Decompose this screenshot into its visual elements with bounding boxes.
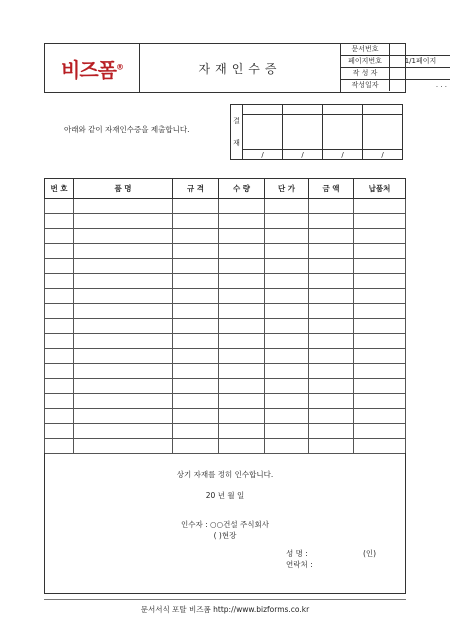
table-cell[interactable] — [45, 334, 74, 349]
table-cell[interactable] — [219, 334, 265, 349]
table-row — [45, 289, 406, 304]
table-cell[interactable] — [354, 214, 406, 229]
table-cell[interactable] — [309, 334, 354, 349]
meta-label: 문서번호 — [341, 44, 390, 56]
table-cell[interactable] — [354, 394, 406, 409]
table-cell[interactable] — [45, 214, 74, 229]
approval-date-cell[interactable]: / — [243, 150, 283, 160]
table-cell[interactable] — [309, 364, 354, 379]
meta-label: 페이지번호 — [341, 56, 390, 68]
receiver-company: 인수자 : ○○건설 주식회사 — [181, 520, 269, 529]
items-table — [44, 178, 406, 454]
logo-cell — [45, 44, 140, 92]
table-cell[interactable] — [173, 244, 219, 259]
table-cell[interactable] — [265, 349, 309, 364]
approval-stamp-cell[interactable] — [283, 115, 323, 150]
table-cell[interactable] — [173, 424, 219, 439]
col-header-spec: 규 격 — [173, 179, 219, 199]
table-cell[interactable] — [219, 214, 265, 229]
table-cell[interactable] — [354, 304, 406, 319]
table-cell[interactable] — [309, 259, 354, 274]
table-cell[interactable] — [219, 274, 265, 289]
seal-mark[interactable]: (인) — [363, 549, 377, 558]
table-cell[interactable] — [265, 214, 309, 229]
table-row — [45, 394, 406, 409]
table-cell[interactable] — [45, 394, 74, 409]
table-cell[interactable] — [265, 394, 309, 409]
table-cell[interactable] — [74, 409, 173, 424]
table-cell[interactable] — [219, 409, 265, 424]
table-cell[interactable] — [309, 199, 354, 214]
table-cell[interactable] — [354, 439, 406, 454]
table-cell[interactable] — [265, 289, 309, 304]
table-cell[interactable] — [219, 199, 265, 214]
table-row — [45, 439, 406, 454]
table-cell[interactable] — [45, 409, 74, 424]
acknowledgment-section — [44, 453, 406, 594]
table-cell[interactable] — [354, 364, 406, 379]
table-cell[interactable] — [309, 349, 354, 364]
table-cell[interactable] — [309, 319, 354, 334]
table-cell[interactable] — [173, 349, 219, 364]
approval-box — [230, 104, 403, 160]
footer-divider — [44, 599, 406, 600]
table-cell[interactable] — [219, 259, 265, 274]
table-cell[interactable] — [265, 304, 309, 319]
table-cell[interactable] — [45, 364, 74, 379]
meta-value[interactable]: 1/1페이지 — [390, 56, 450, 68]
table-row — [45, 259, 406, 274]
table-cell[interactable] — [45, 244, 74, 259]
table-cell[interactable] — [354, 259, 406, 274]
table-cell[interactable] — [309, 244, 354, 259]
table-cell[interactable] — [74, 364, 173, 379]
table-cell[interactable] — [219, 439, 265, 454]
table-cell[interactable] — [219, 289, 265, 304]
footer-text: 문서서식 포탈 비즈폼 http://www.bizforms.co.kr — [140, 605, 310, 614]
table-cell[interactable] — [309, 379, 354, 394]
table-cell[interactable] — [265, 274, 309, 289]
table-cell[interactable] — [219, 244, 265, 259]
table-cell[interactable] — [309, 274, 354, 289]
table-cell[interactable] — [309, 394, 354, 409]
table-cell[interactable] — [45, 319, 74, 334]
table-cell[interactable] — [354, 334, 406, 349]
intro-text: 아래와 같이 자재인수증을 제출합니다. — [64, 125, 190, 134]
table-cell[interactable] — [74, 319, 173, 334]
table-cell[interactable] — [74, 379, 173, 394]
table-cell[interactable] — [74, 214, 173, 229]
table-cell[interactable] — [219, 394, 265, 409]
table-cell[interactable] — [173, 229, 219, 244]
table-cell[interactable] — [74, 349, 173, 364]
col-header-amount: 금 액 — [309, 179, 354, 199]
approval-head-cell — [283, 105, 323, 115]
table-cell[interactable] — [173, 274, 219, 289]
items-header-row — [45, 179, 406, 199]
approval-stamp-cell[interactable] — [363, 115, 403, 150]
table-cell[interactable] — [74, 259, 173, 274]
document-header — [44, 43, 447, 93]
table-cell[interactable] — [173, 214, 219, 229]
table-cell[interactable] — [265, 409, 309, 424]
table-row — [45, 334, 406, 349]
table-row — [45, 274, 406, 289]
table-cell[interactable] — [45, 229, 74, 244]
table-cell[interactable] — [219, 229, 265, 244]
approval-head-cell — [363, 105, 403, 115]
table-row — [45, 349, 406, 364]
table-cell[interactable] — [354, 349, 406, 364]
table-cell[interactable] — [265, 199, 309, 214]
table-cell[interactable] — [74, 289, 173, 304]
table-cell[interactable] — [74, 394, 173, 409]
meta-label: 작 성 자 — [341, 68, 390, 80]
table-cell[interactable] — [173, 409, 219, 424]
table-cell[interactable] — [173, 199, 219, 214]
approval-stamp-cell[interactable] — [243, 115, 283, 150]
meta-value[interactable]: . . . — [435, 81, 447, 89]
table-cell[interactable] — [265, 379, 309, 394]
table-cell[interactable] — [354, 319, 406, 334]
date-line[interactable]: 20 년 월 일 — [205, 491, 245, 500]
table-cell[interactable] — [45, 274, 74, 289]
table-cell[interactable] — [173, 304, 219, 319]
col-header-no: 번 호 — [45, 179, 74, 199]
table-cell[interactable] — [354, 424, 406, 439]
table-cell[interactable] — [74, 304, 173, 319]
table-cell[interactable] — [173, 319, 219, 334]
items-body — [45, 199, 406, 454]
acknowledgment-statement: 상기 자재를 정히 인수합니다. — [176, 470, 274, 479]
table-cell[interactable] — [265, 439, 309, 454]
table-row — [45, 424, 406, 439]
approval-date-cell[interactable]: / — [323, 150, 363, 160]
table-row — [45, 364, 406, 379]
table-cell[interactable] — [219, 349, 265, 364]
table-cell[interactable] — [173, 334, 219, 349]
table-cell[interactable] — [74, 229, 173, 244]
table-cell[interactable] — [219, 304, 265, 319]
table-cell[interactable] — [265, 319, 309, 334]
approval-label: 결 재 — [231, 105, 243, 160]
table-cell[interactable] — [219, 364, 265, 379]
table-cell[interactable] — [309, 304, 354, 319]
table-cell[interactable] — [354, 379, 406, 394]
table-cell[interactable] — [265, 244, 309, 259]
table-cell[interactable] — [74, 244, 173, 259]
table-cell[interactable] — [354, 229, 406, 244]
table-cell[interactable] — [173, 259, 219, 274]
meta-label: 작성일자 — [341, 80, 390, 92]
table-cell[interactable] — [265, 334, 309, 349]
approval-head-cell — [323, 105, 363, 115]
table-cell[interactable] — [173, 439, 219, 454]
table-cell[interactable] — [219, 424, 265, 439]
col-header-unit-price: 단 가 — [265, 179, 309, 199]
table-cell[interactable] — [74, 424, 173, 439]
approval-head-cell — [243, 105, 283, 115]
table-row — [45, 199, 406, 214]
table-row — [45, 214, 406, 229]
table-cell[interactable] — [265, 364, 309, 379]
table-cell[interactable] — [45, 259, 74, 274]
table-cell[interactable] — [354, 274, 406, 289]
approval-date-cell[interactable]: / — [283, 150, 323, 160]
table-row — [45, 409, 406, 424]
table-cell[interactable] — [173, 379, 219, 394]
col-header-item-name: 품 명 — [74, 179, 173, 199]
table-cell[interactable] — [354, 244, 406, 259]
table-cell[interactable] — [173, 289, 219, 304]
table-cell[interactable] — [45, 289, 74, 304]
document-meta-table — [341, 44, 450, 91]
table-cell[interactable] — [74, 439, 173, 454]
table-cell[interactable] — [265, 259, 309, 274]
table-cell[interactable] — [309, 214, 354, 229]
table-row — [45, 304, 406, 319]
table-cell[interactable] — [45, 349, 74, 364]
table-cell[interactable] — [219, 319, 265, 334]
table-cell[interactable] — [354, 289, 406, 304]
table-cell[interactable] — [45, 199, 74, 214]
contact-label: 연락처 : — [286, 560, 313, 569]
sign-label: 성 명 : — [286, 549, 308, 558]
bizforms-logo: 비즈폼® — [61, 57, 123, 82]
approval-date-cell[interactable]: / — [363, 150, 403, 160]
table-cell[interactable] — [309, 439, 354, 454]
table-cell[interactable] — [309, 229, 354, 244]
table-cell[interactable] — [45, 379, 74, 394]
table-cell[interactable] — [219, 379, 265, 394]
table-cell[interactable] — [173, 364, 219, 379]
table-row — [45, 379, 406, 394]
receiver-site[interactable]: ( )현장 — [213, 531, 237, 540]
table-cell[interactable] — [265, 229, 309, 244]
col-header-qty: 수 량 — [219, 179, 265, 199]
table-cell[interactable] — [309, 424, 354, 439]
table-row — [45, 319, 406, 334]
table-cell[interactable] — [309, 409, 354, 424]
meta-value[interactable] — [390, 68, 450, 80]
table-row — [45, 229, 406, 244]
approval-stamp-cell[interactable] — [323, 115, 363, 150]
table-row — [45, 244, 406, 259]
table-cell[interactable] — [45, 304, 74, 319]
table-cell[interactable] — [45, 424, 74, 439]
table-cell[interactable] — [309, 289, 354, 304]
meta-value[interactable] — [390, 44, 450, 56]
table-cell[interactable] — [45, 439, 74, 454]
table-cell[interactable] — [354, 199, 406, 214]
table-cell[interactable] — [173, 394, 219, 409]
table-cell[interactable] — [354, 409, 406, 424]
table-cell[interactable] — [74, 334, 173, 349]
col-header-supplier: 납품처 — [354, 179, 406, 199]
table-cell[interactable] — [265, 424, 309, 439]
table-cell[interactable] — [74, 274, 173, 289]
table-cell[interactable] — [74, 199, 173, 214]
document-title: 자재인수증 — [140, 44, 341, 92]
